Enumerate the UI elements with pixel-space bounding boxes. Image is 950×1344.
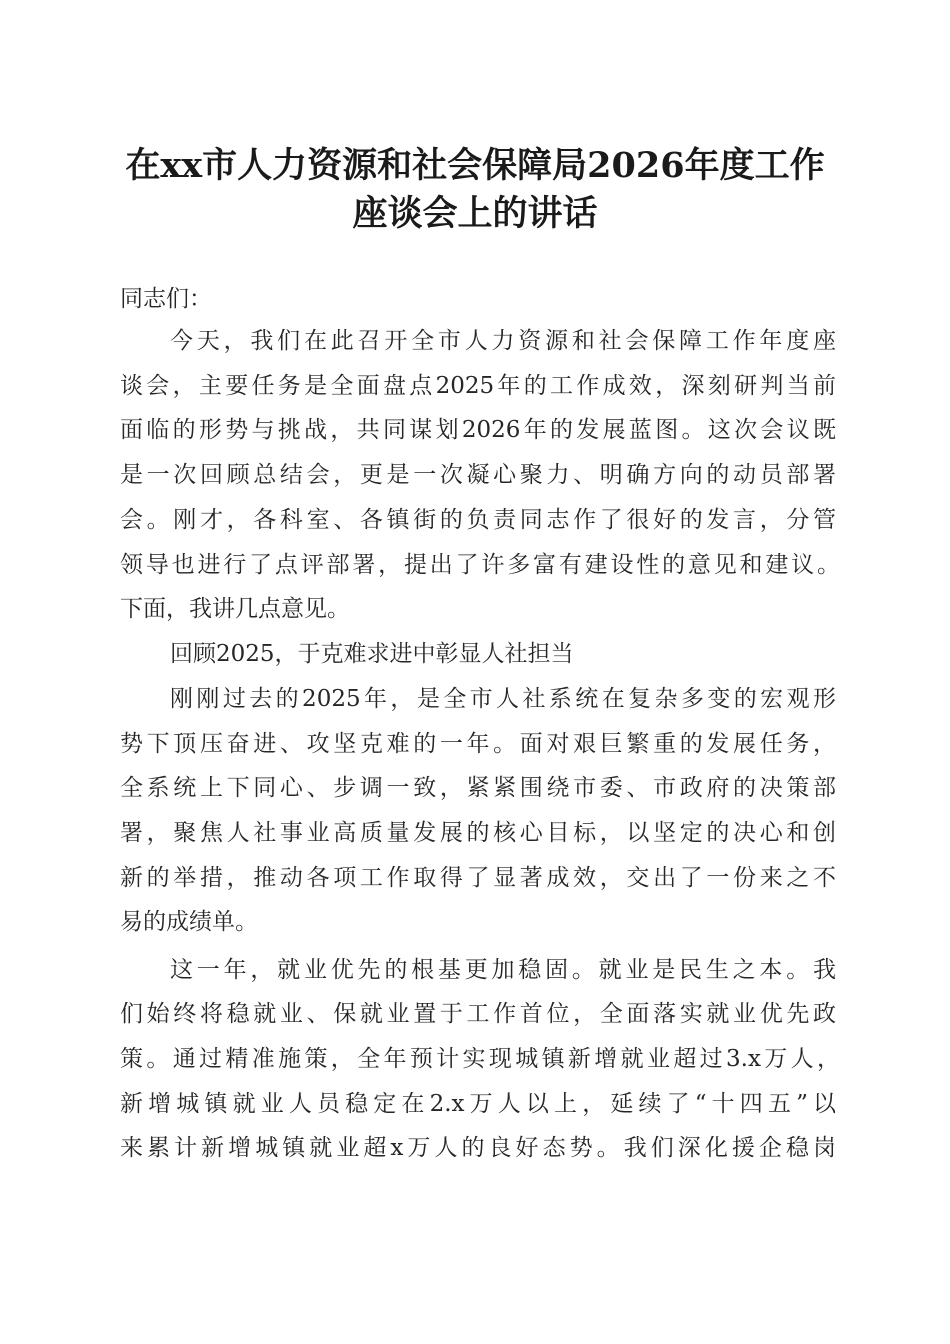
document-title-line-1: 在xx市人力资源和社会保障局2026年度工作 [125, 145, 825, 186]
paragraph-1-line: 今天，我们在此召开全市人力资源和社会保障工作年度座 [170, 328, 836, 354]
paragraph-2-line: 署，聚焦人社事业高质量发展的核心目标，以坚定的决心和创 [120, 820, 836, 846]
salutation: 同志们： [120, 286, 212, 312]
paragraph-1-line: 下面，我讲几点意见。 [120, 596, 350, 622]
paragraph-1-line: 面临的形势与挑战，共同谋划2026年的发展蓝图。这次会议既 [120, 417, 836, 443]
paragraph-3-line: 这一年，就业优先的根基更加稳固。就业是民生之本。我 [170, 957, 836, 983]
section-heading: 回顾2025，于克难求进中彰显人社担当 [170, 641, 574, 667]
paragraph-1-line: 会。刚才，各科室、各镇街的负责同志作了很好的发言，分管 [120, 507, 836, 533]
paragraph-1-line: 谈会，主要任务是全面盘点2025年的工作成效，深刻研判当前 [120, 373, 836, 399]
paragraph-3-line: 策。通过精准施策，全年预计实现城镇新增就业超过3.x万人， [120, 1046, 840, 1072]
paragraph-3-line: 们始终将稳就业、保就业置于工作首位，全面落实就业优先政 [120, 1001, 836, 1027]
paragraph-2-line: 易的成绩单。 [120, 909, 258, 935]
paragraph-1-line: 是一次回顾总结会，更是一次凝心聚力、明确方向的动员部署 [120, 462, 836, 488]
paragraph-2-line: 新的举措，推动各项工作取得了显著成效，交出了一份来之不 [120, 865, 836, 891]
paragraph-3-line: 来累计新增城镇就业超x万人的良好态势。我们深化援企稳岗 [120, 1135, 836, 1161]
paragraph-2-line: 刚刚过去的2025年，是全市人社系统在复杂多变的宏观形 [170, 686, 836, 712]
paragraph-2-line: 全系统上下同心、步调一致，紧紧围绕市委、市政府的决策部 [120, 775, 836, 801]
document-title-line-2: 座谈会上的讲话 [352, 193, 598, 234]
paragraph-3-line: 新增城镇就业人员稳定在2.x万人以上，延续了“十四五”以 [120, 1091, 836, 1117]
paragraph-2-line: 势下顶压奋进、攻坚克难的一年。面对艰巨繁重的发展任务， [120, 731, 836, 757]
paragraph-1-line: 领导也进行了点评部署，提出了许多富有建设性的意见和建议。 [120, 552, 840, 578]
